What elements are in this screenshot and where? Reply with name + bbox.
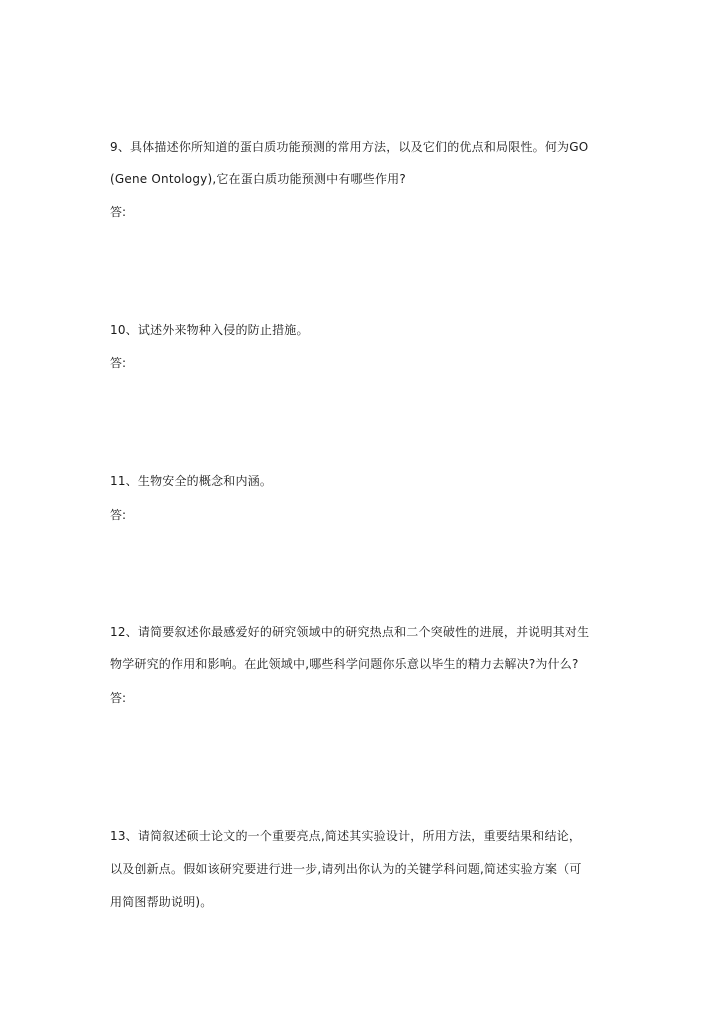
question-11-answer-label: 答: <box>110 508 127 522</box>
question-9-answer-label: 答: <box>110 205 127 219</box>
question-10-line-1: 10、试述外来物种入侵的防止措施。 <box>110 323 309 337</box>
question-9-line-2: (Gene Ontology),它在蛋白质功能预测中有哪些作用? <box>110 172 406 186</box>
question-13-line-2: 以及创新点。假如该研究要进行进一步,请列出你认为的关键学科问题,简述实验方案（可 <box>110 862 582 876</box>
question-12-line-1: 12、请简要叙述你最感爱好的研究领域中的研究热点和二个突破性的进展，并说明其对生 <box>110 625 590 639</box>
question-13-line-3: 用简图帮助说明)。 <box>110 895 213 909</box>
question-9-line-1: 9、具体描述你所知道的蛋白质功能预测的常用方法，以及它们的优点和局限性。何为GO <box>110 140 589 154</box>
question-11-line-1: 11、生物安全的概念和内涵。 <box>110 474 273 488</box>
question-13-line-1: 13、请简叙述硕士论文的一个重要亮点,简述其实验设计，所用方法，重要结果和结论， <box>110 829 582 843</box>
question-10-answer-label: 答: <box>110 356 127 370</box>
question-12-answer-label: 答: <box>110 691 127 705</box>
question-12-line-2: 物学研究的作用和影响。在此领域中,哪些科学问题你乐意以毕生的精力去解决?为什么? <box>110 657 579 671</box>
